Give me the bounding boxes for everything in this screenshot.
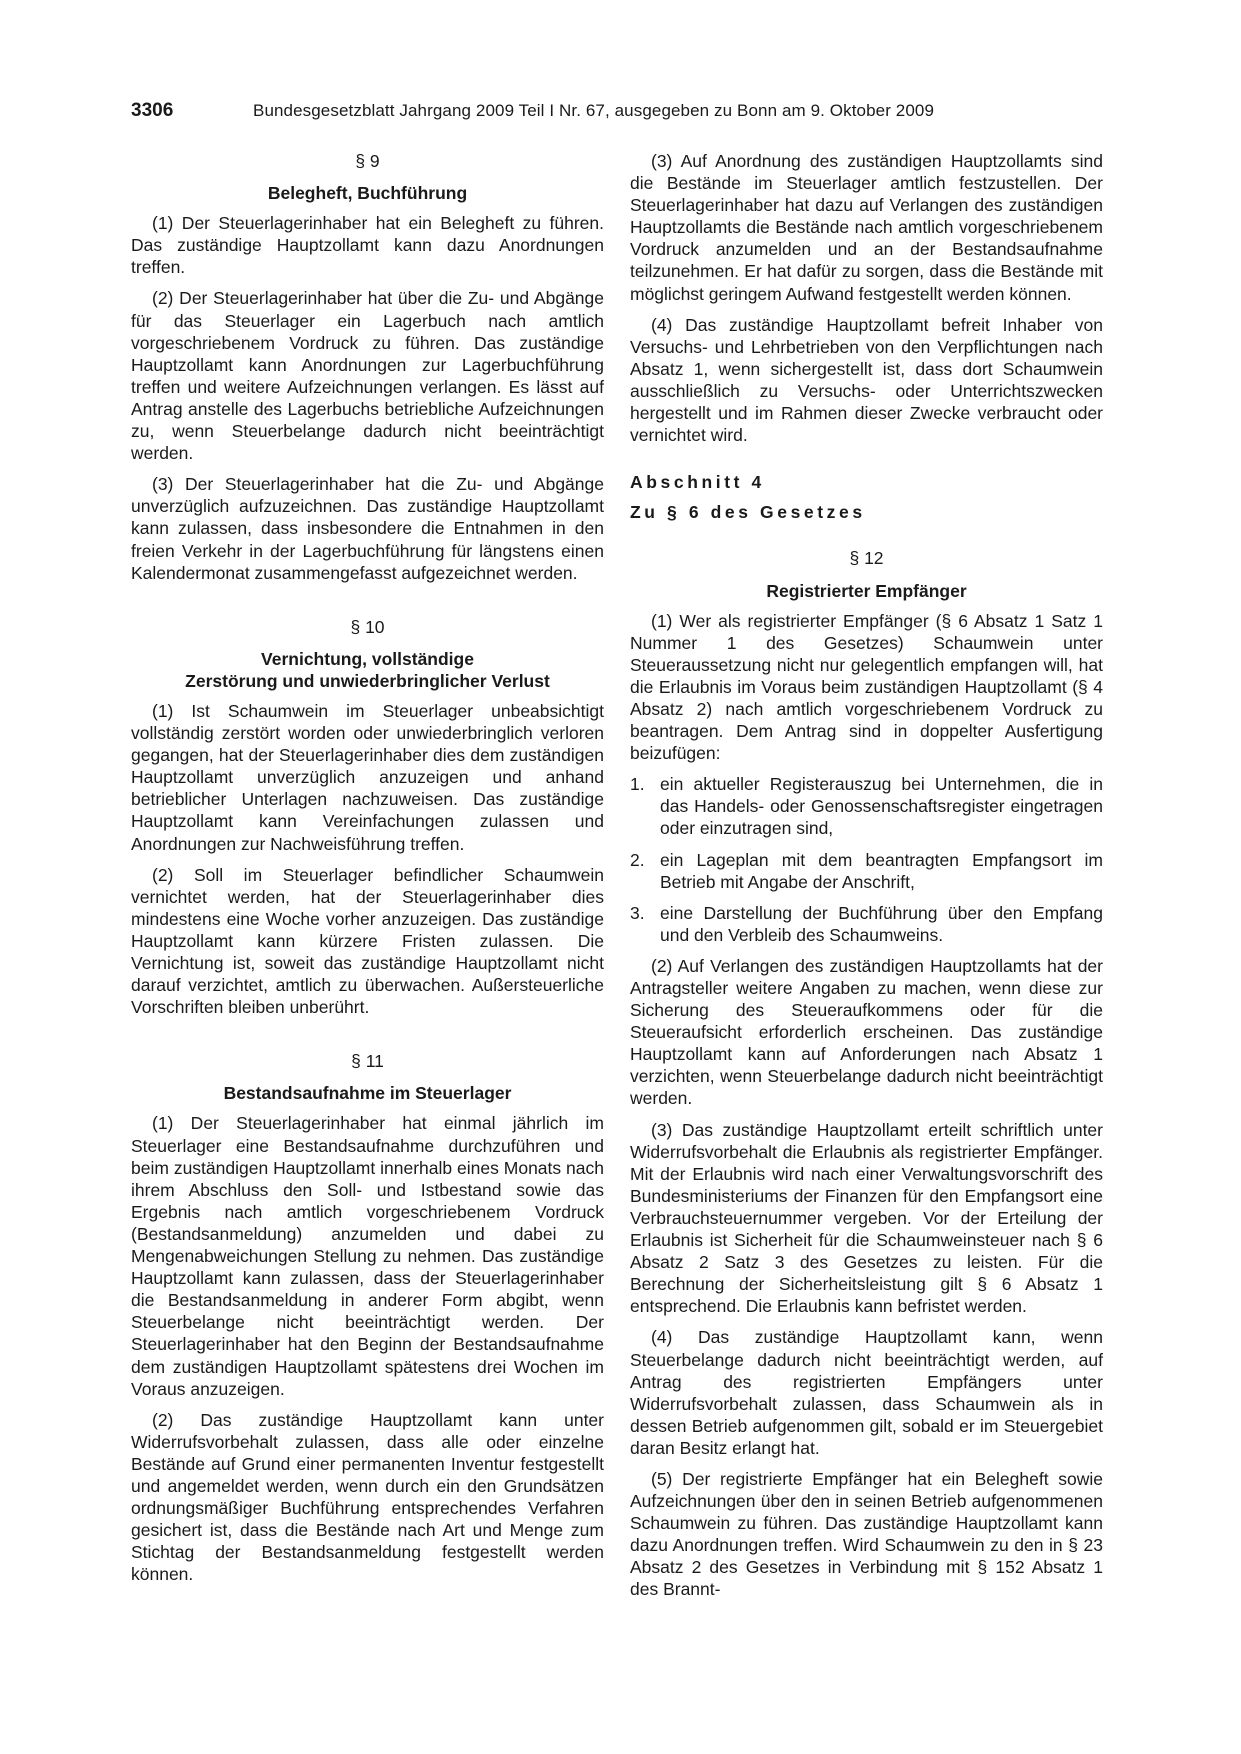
paragraph: (2) Auf Verlangen des zuständigen Hauptzollamts hat der Antragsteller weitere Angaben zu machen, wenn diese zur Sicherung des Steueraufkommens oder für die Steueraufsicht erforderlich erscheinen. Das zuständige Hauptzollamt kann auf Anforderungen nach Absatz 1 verzichten, wenn Steuerbelange dadurch nicht beeinträchtigt werden. [630, 955, 1103, 1109]
paragraph: (2) Soll im Steuerlager befindlicher Schaumwein vernichtet werden, hat der Steuerlagerinhaber dies mindestens eine Woche vorher anzuzeigen. Das zuständige Hauptzollamt kann kürzere Fristen zulassen. Die Vernichtung ist, soweit das zuständige Hauptzollamt nicht darauf verzichtet, amtlich zu überwachen. Außersteuerliche Vorschriften bleiben unberührt. [131, 864, 604, 1018]
list-item [630, 902, 1103, 946]
enumerated-list [630, 773, 1103, 946]
right-column [630, 150, 1103, 1610]
paragraph: (3) Das zuständige Hauptzollamt erteilt schriftlich unter Widerrufsvorbehalt die Erlaubnis als registrierter Empfänger. Mit der Erlaubnis wird nach einer Verwaltungsvorschrift des Bundesministeriums der Finanzen für den Empfangsort eine Verbrauchsteuernummer vergeben. Vor der Erteilung der Erlaubnis ist Sicherheit für die Schaumweinsteuer nach § 6 Absatz 2 Satz 3 des Gesetzes zu leisten. Für die Berechnung der Sicherheitsleistung gilt § 6 Absatz 1 entsprechend. Die Erlaubnis kann befristet werden. [630, 1119, 1103, 1317]
section-title: Vernichtung, vollständige [261, 648, 474, 669]
paragraph: (3) Auf Anordnung des zuständigen Hauptzollamts sind die Bestände im Steuerlager amtlich festzustellen. Der Steuerlagerinhaber hat dazu auf Verlangen des zuständigen Hauptzollamts die Bestände nach amtlich vorgeschriebenem Vordruck anzumelden und an der Bestandsaufnahme teilzunehmen. Er hat dafür zu sorgen, dass die Bestände mit möglichst geringem Aufwand festgestellt werden können. [630, 151, 1103, 304]
paragraph: (1) Wer als registrierter Empfänger (§ 6 Absatz 1 Satz 1 Nummer 1 des Gesetzes) Schaumwein unter Steueraussetzung nicht nur gelegentlich empfangen will, hat die Erlaubnis im Voraus beim zuständigen Hauptzollamt (§ 4 Absatz 2) nach amtlich vorgeschriebenem Vordruck zu beantragen. Dem Antrag sind in doppelter Ausfertigung beizufügen: [630, 610, 1103, 764]
section-title-line2: Zerstörung und unwiederbringlicher Verlust [185, 670, 550, 691]
part-subheading: Zu § 6 des Gesetzes [630, 502, 866, 523]
paragraph: (3) Der Steuerlagerinhaber hat die Zu- und Abgänge unverzüglich aufzuzeichnen. Das zuständige Hauptzollamt kann zulassen, dass insbesondere die Entnahmen in den freien Verkehr in der Lagerbuchführung für längstens einen Kalendermonat zusammengefasst aufgezeichnet werden. [131, 474, 604, 583]
paragraph: (4) Das zuständige Hauptzollamt befreit Inhaber von Versuchs- und Lehrbetrieben von den Verpflichtungen nach Absatz 1, wenn sichergestellt ist, dass dort Schaumwein ausschließlich zu Versuchs- oder Unterrichtszwecken hergestellt und im Rahmen dieser Zwecke verbraucht oder vernichtet wird. [630, 314, 1103, 446]
paragraph: (2) Der Steuerlagerinhaber hat über die Zu- und Abgänge für das Steuerlager ein Lagerbuch nach amtlich vorgeschriebenem Vordruck zu führen. Das zuständige Hauptzollamt kann Anordnungen zur Lagerbuchführung treffen und weitere Aufzeichnungen verlangen. Es lässt auf Antrag anstelle des Lagerbuchs betriebliche Aufzeichnungen zu, wenn Steuerbelange dadurch nicht beeinträchtigt werden. [131, 288, 604, 464]
list-item-number: 1. [630, 774, 645, 795]
running-head: Bundesgesetzblatt Jahrgang 2009 Teil I Nr. 67, ausgegeben zu Bonn am 9. Oktober 2009 [253, 101, 934, 120]
paragraph: (5) Der registrierte Empfänger hat ein Belegheft sowie Aufzeichnungen über den in seinen Betrieb aufgenommenen Schaumwein zu führen. Das zuständige Hauptzollamt kann dazu Anordnungen treffen. Wird Schaumwein zu den in § 23 Absatz 2 des Gesetzes in Verbindung mit § 152 Absatz 1 des Brannt- [630, 1468, 1103, 1600]
section-number: § 11 [351, 1051, 384, 1072]
list-item-text: ein aktueller Registerauszug bei Unternehmen, die in das Handels- oder Genossenschaftsregister eingetragen oder einzutragen sind, [660, 774, 1103, 839]
section-number: § 9 [355, 151, 380, 171]
section-title: Bestandsaufnahme im Steuerlager [223, 1083, 512, 1104]
left-column [131, 150, 604, 1594]
page-header [131, 100, 1101, 122]
list-item [630, 773, 1103, 839]
section-number: § 12 [849, 548, 884, 569]
part-heading: Abschnitt 4 [630, 472, 765, 493]
list-item-text: ein Lageplan mit dem beantragten Empfangsort im Betrieb mit Angabe der Anschrift, [660, 849, 1103, 892]
list-item-text: eine Darstellung der Buchführung über den Empfang und den Verbleib des Schaumweins. [660, 902, 1103, 945]
section-title: Registrierter Empfänger [766, 580, 967, 601]
section-title: Belegheft, Buchführung [267, 183, 468, 204]
paragraph: (1) Der Steuerlagerinhaber hat ein Belegheft zu führen. Das zuständige Hauptzollamt kann dazu Anordnungen treffen. [131, 213, 604, 278]
paragraph: (2) Das zuständige Hauptzollamt kann unter Widerrufsvorbehalt zulassen, dass alle oder einzelne Bestände auf Grund einer permanenten Inventur festgestellt und angemeldet werden, wenn durch ein den Grundsätzen ordnungsmäßiger Buchführung entsprechendes Verfahren gesichert ist, dass die Bestände nach Art und Menge zum Stichtag der Bestandsanmeldung festgestellt werden können. [131, 1409, 604, 1585]
paragraph: (1) Ist Schaumwein im Steuerlager unbeabsichtigt vollständig zerstört worden oder unwiederbringlich verloren gegangen, hat der Steuerlagerinhaber dies dem zuständigen Hauptzollamt unverzüglich anzuzeigen und anhand betrieblicher Unterlagen nachzuweisen. Das zuständige Hauptzollamt kann Vereinfachungen zulassen und Anordnungen zur Nachweisführung treffen. [131, 700, 604, 854]
page-number: 3306 [131, 100, 174, 121]
section-number: § 10 [350, 616, 385, 637]
paragraph: (4) Das zuständige Hauptzollamt kann, wenn Steuerbelange dadurch nicht beeinträchtigt werden, auf Antrag des registrierten Empfängers unter Widerrufsvorbehalt zulassen, dass Schaumwein als in dessen Betrieb aufgenommen gilt, sobald er im Steuergebiet daran Besitz erlangt hat. [630, 1327, 1103, 1458]
list-item [630, 849, 1103, 893]
list-item-number: 2. [630, 849, 645, 870]
list-item-number: 3. [630, 902, 645, 923]
paragraph: (1) Der Steuerlagerinhaber hat einmal jährlich im Steuerlager eine Bestandsaufnahme durchzuführen und beim zuständigen Hauptzollamt innerhalb eines Monats nach ihrem Abschluss den Soll- und Istbestand sowie das Ergebnis nach amtlich vorgeschriebenem Vordruck (Bestandsanmeldung) anzumelden und dabei zu Mengenabweichungen Stellung zu nehmen. Das zuständige Hauptzollamt kann zulassen, dass der Steuerlagerinhaber die Bestandsanmeldung in anderer Form abgibt, wenn Steuerbelange nicht beeinträchtigt werden. Der Steuerlagerinhaber hat den Beginn der Bestandsaufnahme dem zuständigen Hauptzollamt spätestens drei Wochen im Voraus anzuzeigen. [131, 1113, 604, 1399]
